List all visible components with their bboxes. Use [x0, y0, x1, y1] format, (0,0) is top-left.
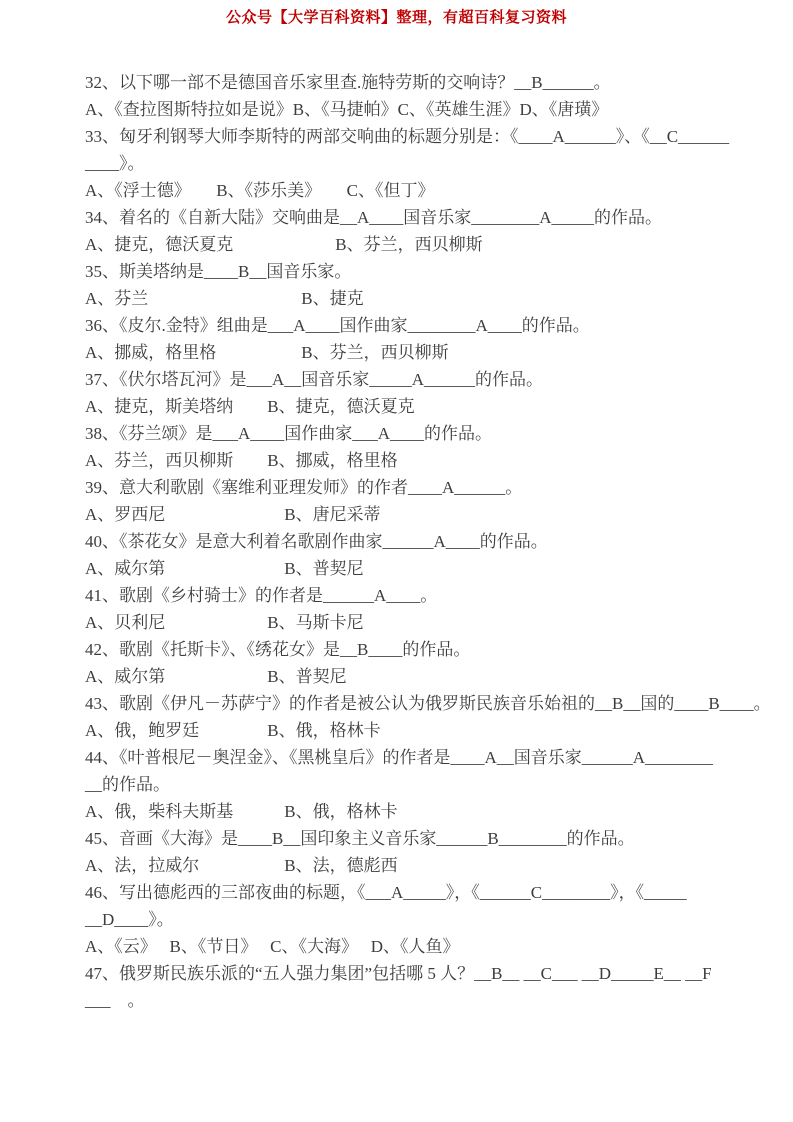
- question-stem-line: 36、《皮尔.金特》组曲是___A____国作曲家________A____的作品。: [85, 316, 590, 335]
- question-stem-line: 40、《茶花女》是意大利着名歌剧作曲家______A____的作品。: [85, 532, 548, 551]
- options-line: A、捷克，斯美塔纳 B、捷克，德沃夏克: [85, 397, 415, 416]
- options-line: A、俄，柴科夫斯基 B、俄，格林卡: [85, 802, 398, 821]
- options-line: A、俄，鲍罗廷 B、俄，格林卡: [85, 721, 381, 740]
- question-block-43: [85, 690, 771, 744]
- question-stem-line: 39、意大利歌剧《塞维利亚理发师》的作者____A______。: [85, 478, 523, 497]
- question-block-46: [85, 879, 745, 960]
- question-block-40: [85, 528, 745, 582]
- options-line: A、法，拉威尔 B、法，德彪西: [85, 856, 398, 875]
- question-block-47: [85, 960, 745, 1014]
- question-stem-line: 43、歌剧《伊凡－苏萨宁》的作者是被公认为俄罗斯民族音乐始祖的__B__国的____B____。: [85, 694, 771, 713]
- question-continuation-line: __的作品。: [85, 775, 170, 794]
- options-line: A、威尔第 B、普契尼: [85, 559, 364, 578]
- question-block-37: [85, 366, 745, 420]
- options-line: A、罗西尼 B、唐尼采蒂: [85, 505, 381, 524]
- options-line: A、《浮士德》 B、《莎乐美》 C、《但丁》: [85, 181, 435, 200]
- question-stem-line: 42、歌剧《托斯卡》、《绣花女》是__B____的作品。: [85, 640, 471, 659]
- question-stem-line: 34、着名的《自新大陆》交响曲是__A____国音乐家________A_____的作品。: [85, 208, 663, 227]
- question-stem-line: 37、《伏尔塔瓦河》是___A__国音乐家_____A______的作品。: [85, 370, 544, 389]
- question-continuation-line: ___ 。: [85, 991, 145, 1010]
- quiz-content: [85, 69, 771, 1014]
- questions: [85, 69, 771, 1014]
- options-line: A、捷克，德沃夏克 B、芬兰，西贝柳斯: [85, 235, 483, 254]
- question-stem-line: 38、《芬兰颂》是___A____国作曲家___A____的作品。: [85, 424, 493, 443]
- options-line: A、《云》 B、《节日》 C、《大海》 D、《人鱼》: [85, 937, 460, 956]
- options-line: A、芬兰，西贝柳斯 B、挪威，格里格: [85, 451, 398, 470]
- question-block-44: [85, 744, 745, 825]
- question-block-45: [85, 825, 745, 879]
- options-line: A、芬兰 B、捷克: [85, 289, 364, 308]
- question-block-35: [85, 258, 745, 312]
- options-line: A、挪威，格里格 B、芬兰，西贝柳斯: [85, 343, 449, 362]
- question-stem-line: 47、俄罗斯民族乐派的“五人强力集团”包括哪 5 人？__B__ __C___ __D_____E__ __F: [85, 964, 712, 983]
- question-continuation-line: ____》。: [85, 154, 145, 173]
- question-stem-line: 41、歌剧《乡村骑士》的作者是______A____。: [85, 586, 438, 605]
- question-block-39: [85, 474, 745, 528]
- question-block-32: [85, 69, 745, 123]
- question-block-36: [85, 312, 745, 366]
- question-stem-line: 32、以下哪一部不是德国音乐家里查.施特劳斯的交响诗？__B______。: [85, 73, 611, 92]
- options-line: A、威尔第 B、普契尼: [85, 667, 347, 686]
- question-block-33: [85, 123, 745, 204]
- question-block-34: [85, 204, 745, 258]
- options-line: A、贝利尼 B、马斯卡尼: [85, 613, 364, 632]
- page-header-watermark: 公众号【大学百科资料】整理，有超百科复习资料: [225, 10, 567, 26]
- question-block-42: [85, 636, 745, 690]
- options-line: A、《查拉图斯特拉如是说》B、《马捷帕》C、《英雄生涯》D、《唐璜》: [85, 100, 609, 119]
- question-continuation-line: __D____》。: [85, 910, 174, 929]
- question-stem-line: 45、音画《大海》是____B__国印象主义音乐家______B________的作品。: [85, 829, 635, 848]
- question-stem-line: 44、《叶普根尼－奥涅金》、《黑桃皇后》的作者是____A__国音乐家______A________: [85, 748, 714, 767]
- question-stem-line: 35、斯美塔纳是____B__国音乐家。: [85, 262, 352, 281]
- question-stem-line: 46、写出德彪西的三部夜曲的标题，《___A_____》，《______C________》，《_____: [85, 883, 687, 902]
- question-block-41: [85, 582, 745, 636]
- question-stem-line: 33、匈牙利钢琴大师李斯特的两部交响曲的标题分别是：《____A______》、《__C______: [85, 127, 730, 146]
- question-block-38: [85, 420, 745, 474]
